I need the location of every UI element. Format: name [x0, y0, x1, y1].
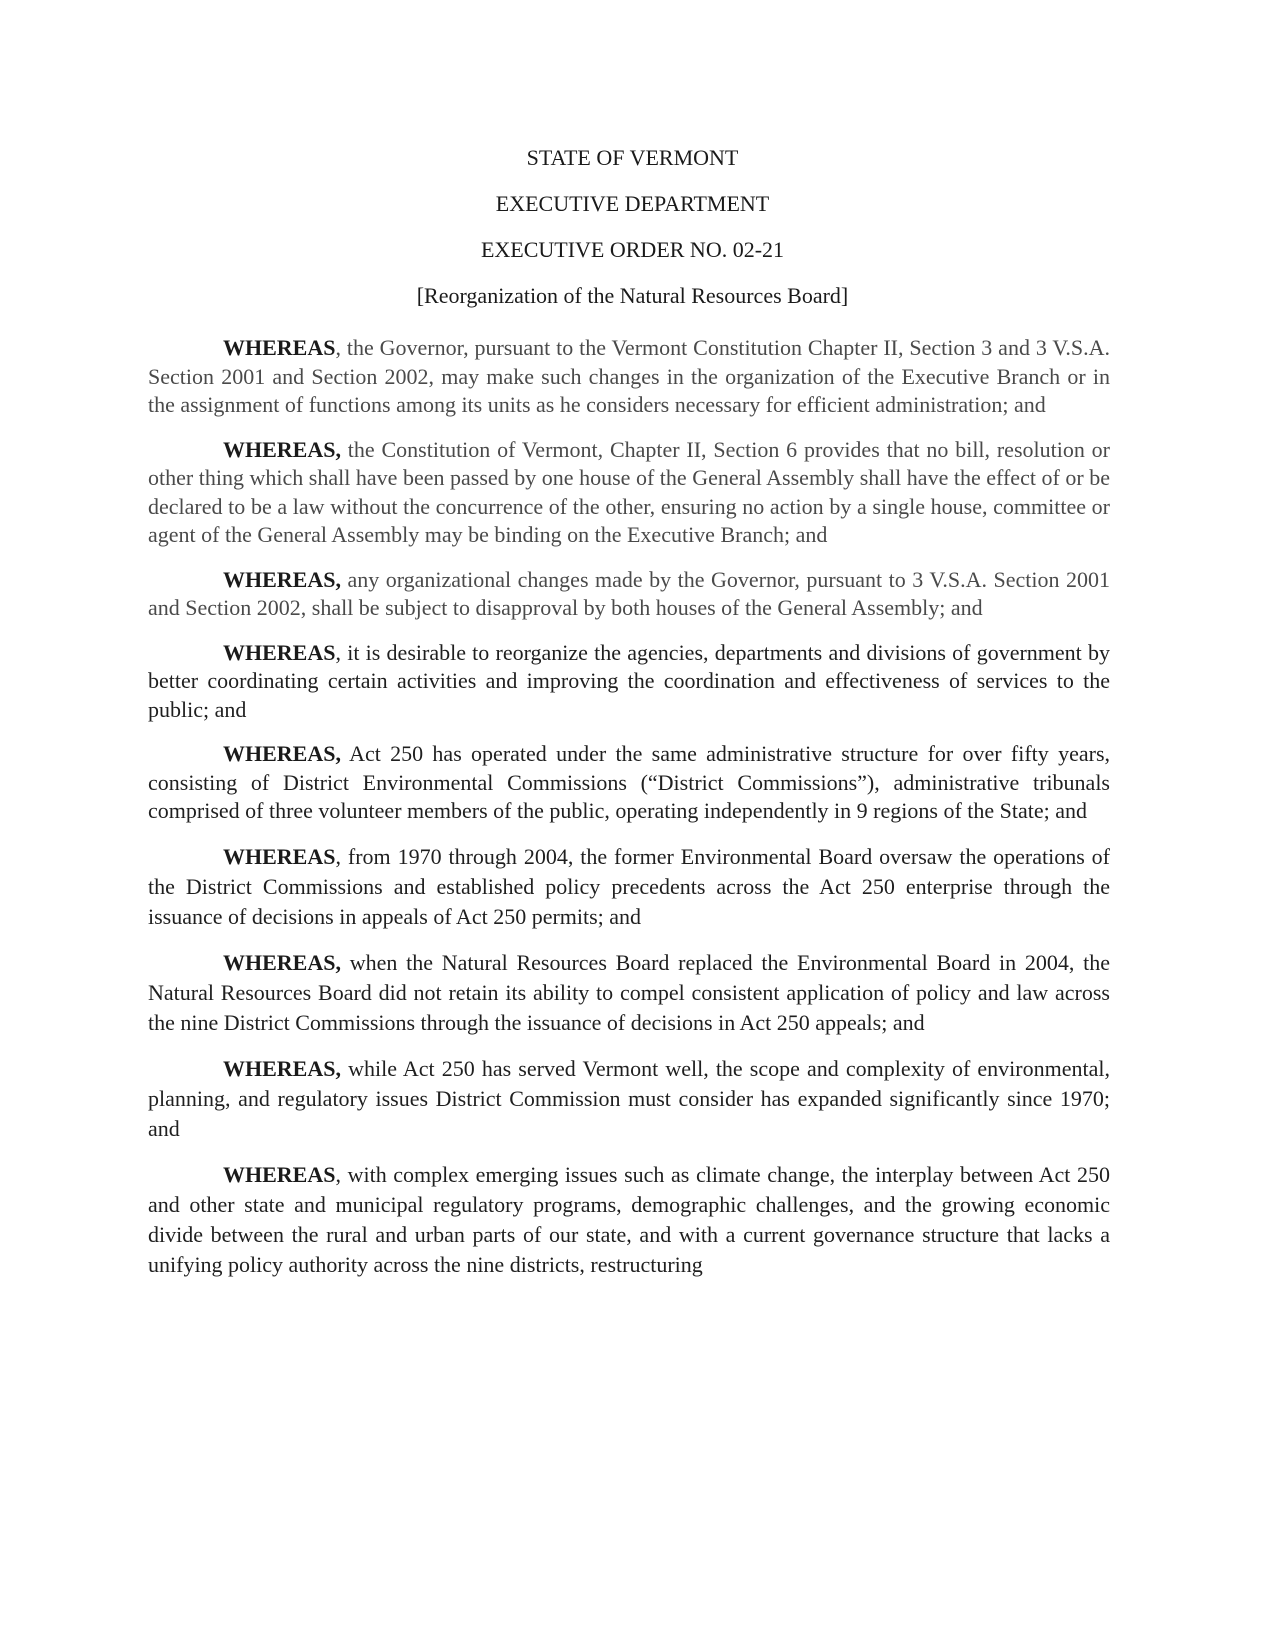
order-subtitle: [Reorganization of the Natural Resources Board]	[416, 283, 849, 308]
paragraph-text: when the Natural Resources Board replaced the Environmental Board in 2004, the Natural Resources Board did not retain its ability to compel consistent application of policy and law across the nine District Commissions through the issuance of decisions in Act 250 appeals; and	[148, 949, 1110, 1035]
whereas-paragraph	[148, 436, 1110, 550]
state-title: STATE OF VERMONT	[526, 145, 739, 170]
whereas-paragraph	[148, 1160, 1110, 1280]
document-body	[148, 334, 1110, 1296]
department-title: EXECUTIVE DEPARTMENT	[495, 191, 770, 216]
paragraph-text: any organizational changes made by the Governor, pursuant to 3 V.S.A. Section 2001 and Section 2002, shall be subject to disapproval by both houses of the General Assembly; and	[148, 566, 1110, 620]
paragraph-text: , the Governor, pursuant to the Vermont Constitution Chapter II, Section 3 and 3 V.S.A. Section 2001 and Section 2002, may make such changes in the organization of the Executive Branch or in the assignment of functions among its units as he considers necessary for efficient administration; and	[148, 335, 1110, 417]
whereas-paragraph	[148, 639, 1110, 725]
whereas-label: WHEREAS,	[223, 741, 341, 766]
document-header	[0, 143, 1265, 326]
paragraph-text: while Act 250 has served Vermont well, the scope and complexity of environmental, planning, and regulatory issues District Commission must consider has expanded significantly since 1970; and	[148, 1055, 1110, 1141]
whereas-label: WHEREAS,	[223, 436, 341, 462]
whereas-label: WHEREAS,	[223, 949, 341, 975]
paragraph-text: , with complex emerging issues such as climate change, the interplay between Act 250 and other state and municipal regulatory programs, demographic challenges, and the growing economic divide between the rural and urban parts of our state, and with a current governance structure that lacks a unifying policy authority across the nine districts, restructuring	[148, 1161, 1110, 1277]
whereas-label: WHEREAS	[223, 639, 336, 665]
whereas-paragraph	[148, 334, 1110, 420]
whereas-label: WHEREAS,	[223, 1055, 341, 1081]
whereas-label: WHEREAS,	[223, 566, 341, 592]
whereas-paragraph	[148, 1054, 1110, 1144]
whereas-label: WHEREAS	[223, 1161, 336, 1187]
whereas-paragraph	[148, 842, 1110, 932]
paragraph-text: , it is desirable to reorganize the agencies, departments and divisions of government by better coordinating certain activities and improving the coordination and effectiveness of services to the public; and	[148, 639, 1110, 722]
whereas-label: WHEREAS	[223, 843, 336, 869]
paragraph-text: , from 1970 through 2004, the former Environmental Board oversaw the operations of the District Commissions and established policy precedents across the Act 250 enterprise through the issuance of decisions in appeals of Act 250 permits; and	[148, 843, 1110, 929]
paragraph-text: the Constitution of Vermont, Chapter II, Section 6 provides that no bill, resolution or other thing which shall have been passed by one house of the General Assembly shall have the effect of or be declared to be a law without the concurrence of the other, ensuring no action by a single house, committee or agent of the General Assembly may be binding on the Executive Branch; and	[148, 436, 1110, 547]
whereas-paragraph	[148, 566, 1110, 623]
order-number: EXECUTIVE ORDER NO. 02-21	[480, 237, 785, 262]
paragraph-text: Act 250 has operated under the same administrative structure for over fifty years, consisting of District Environmental Commissions (“District Commissions”), administrative tribunals comprised of three volunteer members of the public, operating independently in 9 regions of the State; and	[148, 741, 1110, 823]
whereas-paragraph	[148, 740, 1110, 826]
whereas-paragraph	[148, 948, 1110, 1038]
whereas-label: WHEREAS	[223, 335, 336, 360]
